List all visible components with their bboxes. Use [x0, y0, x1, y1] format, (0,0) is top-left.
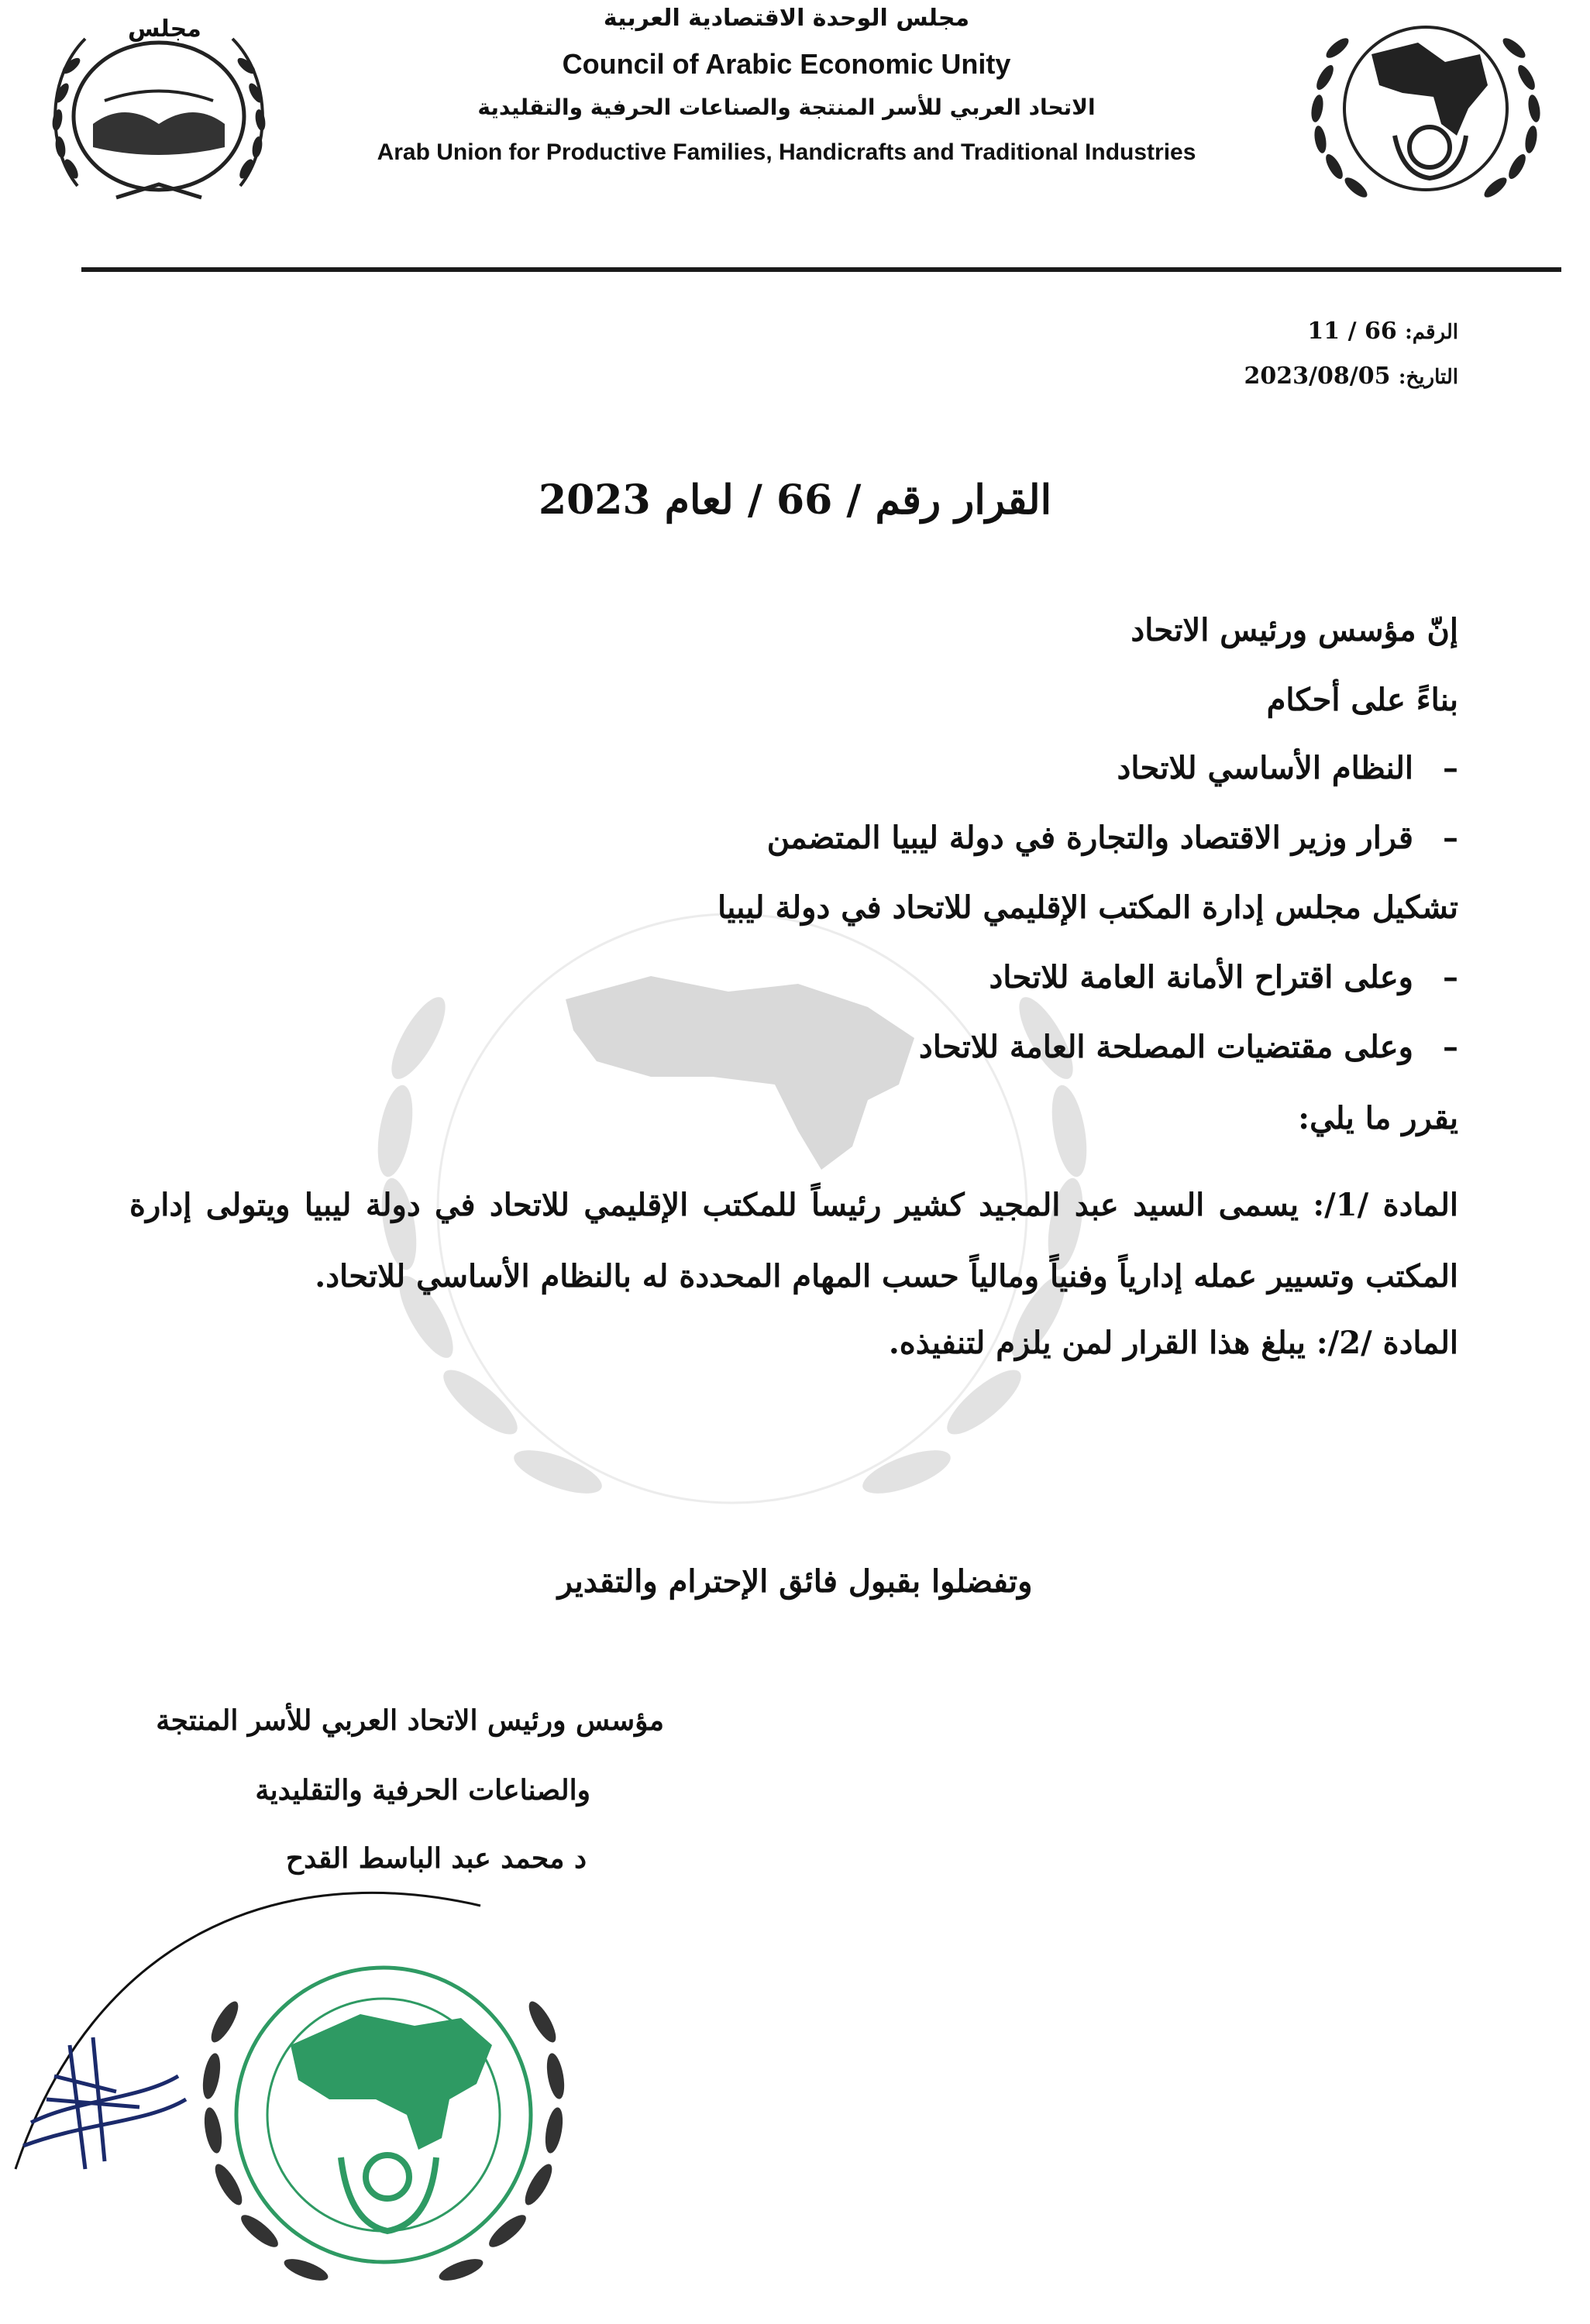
reference-number [1307, 318, 1458, 345]
reference-number-label: الرقم: [1405, 321, 1458, 344]
preamble-item-text: قرار وزير الاقتصاد والتجارة في دولة ليبيا المتضمن [766, 820, 1413, 856]
signatory-title-2: والصناعات الحرفية والتقليدية [255, 1774, 590, 1807]
preamble-item [989, 959, 1458, 995]
preamble-item-text: وعلى مقتضيات المصلحة العامة للاتحاد [918, 1029, 1413, 1065]
preamble-item-text: النظام الأساسي للاتحاد [1117, 750, 1413, 786]
header-arabic-union: الاتحاد العربي للأسر المنتجة والصناعات الحرفية والتقليدية [477, 95, 1096, 120]
signatory-name: د محمد عبد الباسط القدح [285, 1842, 587, 1875]
preamble-item [767, 820, 1458, 856]
reference-date-label: التاريخ: [1398, 366, 1458, 389]
handwritten-signature [0, 1844, 496, 2200]
reference-date-value: 2023/08/05 [1244, 363, 1391, 390]
article-2: المادة /2/: يبلغ هذا القرار لمن يلزم لتنفيذه. [888, 1325, 1458, 1361]
preamble-item [1117, 750, 1458, 786]
header-arabic-council: مجلس الوحدة الاقتصادية العربية [603, 5, 970, 32]
reference-number-value: 11 / 66 [1307, 318, 1397, 345]
left-logo-label: مجلس [128, 15, 201, 43]
closing-salutation: وتفضلوا بقبول فائق الإحترام والتقدير [557, 1563, 1033, 1600]
header-english-union: Arab Union for Productive Families, Handicrafts and Traditional Industries [377, 139, 1196, 165]
union-logo-right [1286, 0, 1565, 225]
decides-heading: يقرر ما يلي: [1298, 1100, 1458, 1136]
preamble-based-on: بناءً على أحكام [1266, 682, 1458, 718]
preamble-continuation: تشكيل مجلس إدارة المكتب الإقليمي للاتحاد في دولة ليبيا [718, 889, 1458, 926]
header-divider [81, 267, 1561, 272]
decision-title: القرار رقم / 66 / لعام 2023 [538, 476, 1052, 524]
preamble-founder: إنّ مؤسس ورئيس الاتحاد [1131, 612, 1458, 648]
article-1: المادة /1/: يسمى السيد عبد المجيد كشير رئيساً للمكتب الإقليمي للاتحاد في دولة ليبيا ويتولى إدارة المكتب وتسيير عمله إدارياً وفنياً ومالياً حسب المهام المحددة له بالنظام الأساسي للاتحاد. [129, 1187, 1459, 1294]
preamble-item-text: وعلى اقتراح الأمانة العامة للاتحاد [989, 959, 1413, 995]
header-english-council: Council of Arabic Economic Unity [562, 48, 1011, 80]
signatory-title-1: مؤسس ورئيس الاتحاد العربي للأسر المنتجة [156, 1704, 664, 1737]
preamble-item [919, 1029, 1458, 1065]
reference-date [1244, 363, 1458, 390]
